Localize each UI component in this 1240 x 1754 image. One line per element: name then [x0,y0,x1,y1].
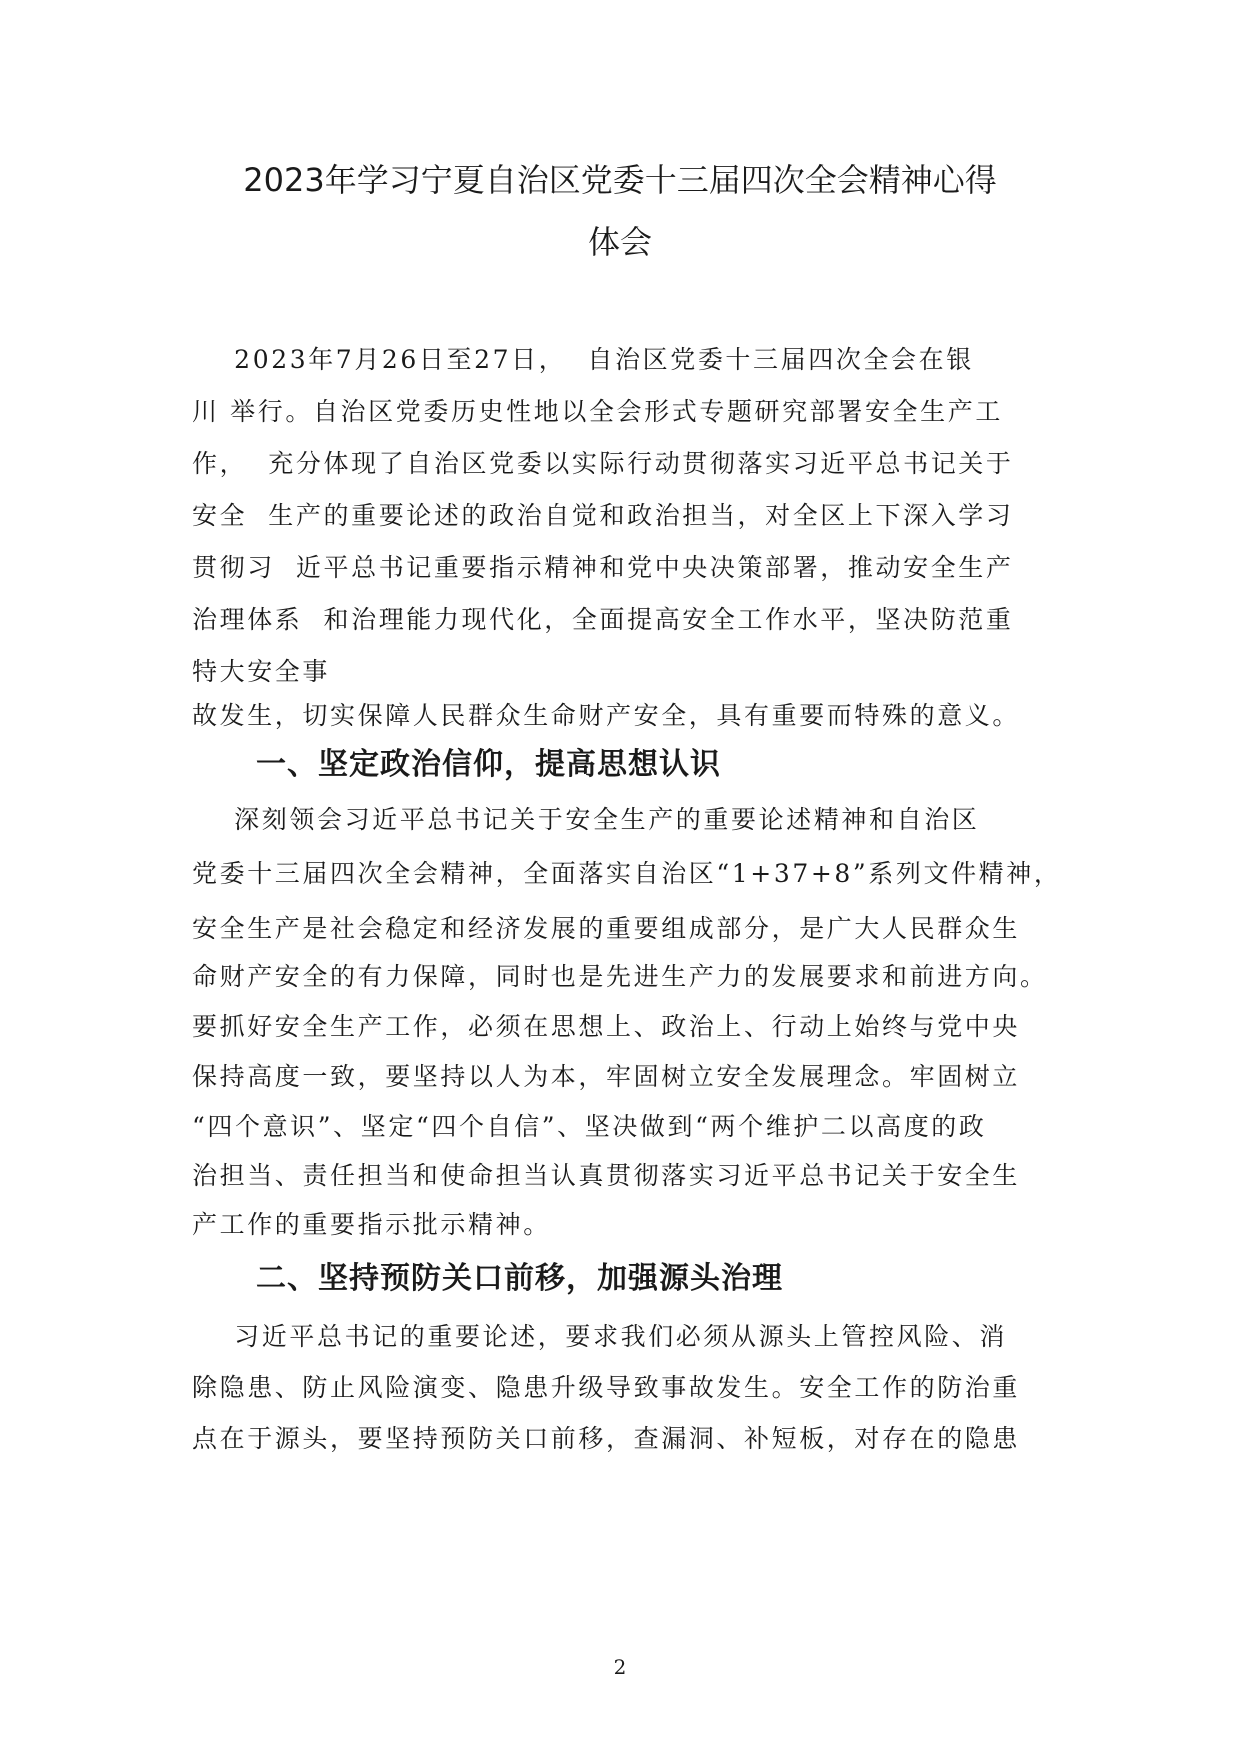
text-line: 治担当、责任担当和使命担当认真贯彻落实习近平总书记关于安全生 [192,1161,1021,1190]
text-line: 习近平总书记的重要论述，要求我们必须从源头上管控风险、消 [192,1322,1007,1351]
document-title-line-1: 2023年学习宁夏自治区党委十三届四次全会精神心得 [243,161,997,199]
text-line: 作， 充分体现了自治区党委以实际行动贯彻落实习近平总书记关于 [192,449,1014,478]
section-heading-1: 一、坚定政治信仰，提高思想认识 [256,747,721,782]
text-line: 深刻领会习近平总书记关于安全生产的重要论述精神和自治区 [192,805,980,834]
document-title-line-2: 体会 [587,223,652,261]
text-line: 川 举行。自治区党委历史性地以全会形式专题研究部署安全生产工 [192,397,1003,426]
text-line: 要抓好安全生产工作，必须在思想上、政治上、行动上始终与党中央 [192,1012,1021,1041]
text-line: 命财产安全的有力保障，同时也是先进生产力的发展要求和前进方向。 [192,962,1048,991]
text-line: 点在于源头，要坚持预防关口前移，查漏洞、补短板，对存在的隐患 [192,1424,1021,1453]
text-line: 安全生产是社会稳定和经济发展的重要组成部分，是广大人民群众生 [192,914,1021,943]
section-heading-2: 二、坚持预防关口前移，加强源头治理 [256,1261,783,1296]
text-line: 产工作的重要指示批示精神。 [192,1210,551,1239]
text-line: 除隐患、防止风险演变、隐患升级导致事故发生。安全工作的防治重 [192,1373,1021,1402]
text-line: 特大安全事 [192,657,331,686]
text-line: 贯彻习 近平总书记重要指示精神和党中央决策部署，推动安全生产 [192,553,1014,582]
text-line: 党委十三届四次全会精神，全面落实自治区“1+37+8”系列文件精神， [192,859,1062,888]
text-line: “四个意识”、坚定“四个自信”、坚决做到“两个维护二以高度的政 [192,1112,987,1141]
text-line: 安全 生产的重要论述的政治自觉和政治担当，对全区上下深入学习 [192,501,1014,530]
page-number: 2 [613,1655,627,1679]
text-line: 治理体系 和治理能力现代化，全面提高安全工作水平，坚决防范重 [192,605,1014,634]
text-line: 保持高度一致，要坚持以人为本，牢固树立安全发展理念。牢固树立 [192,1062,1021,1091]
text-line: 2023年7月26日至27日， 自治区党委十三届四次全会在银 [192,345,974,374]
text-line: 故发生，切实保障人民群众生命财产安全，具有重要而特殊的意义。 [192,701,1021,730]
